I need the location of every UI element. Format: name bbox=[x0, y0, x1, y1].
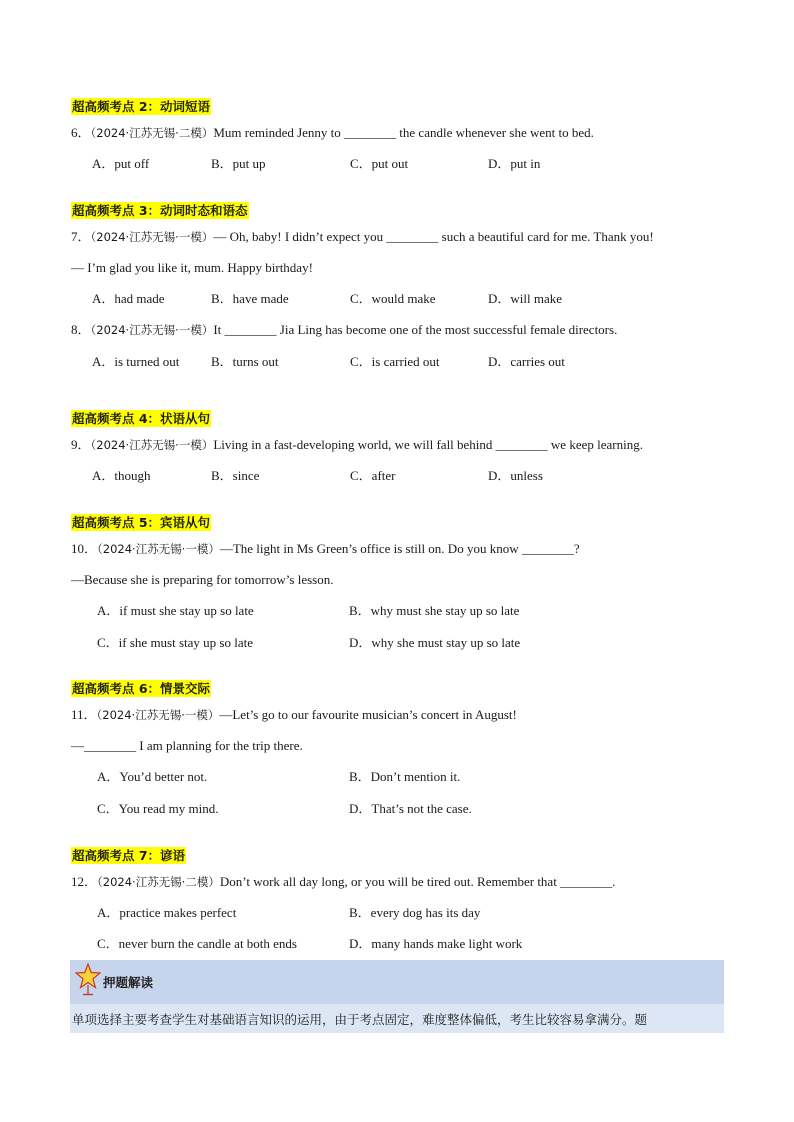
question-8 bbox=[71, 321, 617, 339]
option-b: B．every dog has its day bbox=[349, 905, 481, 920]
question-source: （2024·江苏无锡·一模） bbox=[96, 708, 220, 722]
section-heading: 超高频考点 5：宾语从句 bbox=[72, 515, 211, 530]
option-b: B．why must she stay up so late bbox=[349, 603, 520, 618]
analysis-header bbox=[70, 960, 724, 1004]
question-text: —Let’s go to our favourite musician’s concert in August! bbox=[219, 707, 517, 722]
option-d: D．That’s not the case. bbox=[349, 801, 472, 816]
section-heading: 超高频考点 3：动词时态和语态 bbox=[72, 203, 248, 218]
option-b: B．have made bbox=[211, 291, 289, 306]
option-c: C．is carried out bbox=[350, 354, 440, 369]
question-10 bbox=[71, 540, 580, 558]
option-a: A．put off bbox=[92, 156, 150, 171]
option-a: A．if must she stay up so late bbox=[97, 603, 254, 618]
option-c: C．after bbox=[350, 468, 396, 483]
question-source: （2024·江苏无锡·一模） bbox=[90, 323, 214, 337]
option-a: A．though bbox=[92, 468, 151, 483]
question-7 bbox=[71, 228, 654, 246]
question-text: Living in a fast-developing world, we will fall behind ________ we keep learning. bbox=[213, 437, 643, 452]
question-6 bbox=[71, 124, 594, 142]
question-source: （2024·江苏无锡·一模） bbox=[90, 438, 214, 452]
option-d: D．unless bbox=[488, 468, 543, 483]
analysis-body bbox=[70, 1004, 724, 1033]
option-c: C．put out bbox=[350, 156, 409, 171]
section-heading: 超高频考点 7：谚语 bbox=[72, 848, 186, 863]
analysis-box bbox=[70, 960, 724, 1033]
question-number: 11． bbox=[71, 707, 97, 722]
option-a: A．You’d better not. bbox=[97, 769, 208, 784]
option-b: B．since bbox=[211, 468, 260, 483]
section-heading: 超高频考点 2：动词短语 bbox=[72, 99, 211, 114]
option-a: A．practice makes perfect bbox=[97, 905, 237, 920]
option-d: D．why she must stay up so late bbox=[349, 635, 521, 650]
option-b: B．Don’t mention it. bbox=[349, 769, 461, 784]
question-11 bbox=[71, 706, 517, 724]
star-icon bbox=[75, 963, 101, 997]
question-text: It ________ Jia Ling has become one of the most successful female directors. bbox=[213, 322, 618, 337]
question-text: —The light in Ms Green’s office is still on. Do you know ________? bbox=[219, 541, 580, 556]
option-a: A．had made bbox=[92, 291, 165, 306]
question-9 bbox=[71, 436, 643, 454]
option-d: D．will make bbox=[488, 291, 563, 306]
question-text: Don’t work all day long, or you will be tired out. Remember that ________. bbox=[219, 874, 616, 889]
option-d: D．many hands make light work bbox=[349, 936, 523, 951]
question-text: — Oh, baby! I didn’t expect you ________ such a beautiful card for me. Thank you! bbox=[213, 229, 654, 244]
question-source: （2024·江苏无锡·一模） bbox=[90, 230, 214, 244]
question-10-reply: —Because she is preparing for tomorrow’s lesson. bbox=[71, 572, 334, 587]
question-number: 6． bbox=[71, 125, 91, 140]
analysis-text: 单项选择主要考查学生对基础语言知识的运用，由于考点固定，难度整体偏低，考生比较容易拿满分。题 bbox=[72, 1012, 648, 1027]
option-c: C．if she must stay up so late bbox=[97, 635, 253, 650]
question-number: 9． bbox=[71, 437, 91, 452]
option-c: C．would make bbox=[350, 291, 436, 306]
option-a: A．is turned out bbox=[92, 354, 180, 369]
question-7-reply: — I’m glad you like it, mum. Happy birthday! bbox=[71, 260, 313, 275]
option-c: C．never burn the candle at both ends bbox=[97, 936, 297, 951]
section-heading: 超高频考点 6：情景交际 bbox=[72, 681, 211, 696]
question-12 bbox=[71, 873, 615, 891]
question-number: 10． bbox=[71, 541, 98, 556]
question-text: Mum reminded Jenny to ________ the candle whenever she went to bed. bbox=[213, 125, 594, 140]
option-d: D．put in bbox=[488, 156, 541, 171]
question-11-reply: —________ I am planning for the trip there. bbox=[71, 738, 303, 753]
question-number: 7． bbox=[71, 229, 91, 244]
analysis-title: 押题解读 bbox=[103, 975, 154, 990]
question-number: 8． bbox=[71, 322, 91, 337]
question-source: （2024·江苏无锡·一模） bbox=[97, 542, 220, 556]
section-heading: 超高频考点 4：状语从句 bbox=[72, 411, 211, 426]
option-b: B．turns out bbox=[211, 354, 279, 369]
question-source: （2024·江苏无锡·二模） bbox=[90, 126, 214, 140]
option-b: B．put up bbox=[211, 156, 266, 171]
option-c: C．You read my mind. bbox=[97, 801, 219, 816]
question-number: 12． bbox=[71, 874, 98, 889]
question-source: （2024·江苏无锡·二模） bbox=[97, 875, 220, 889]
option-d: D．carries out bbox=[488, 354, 565, 369]
